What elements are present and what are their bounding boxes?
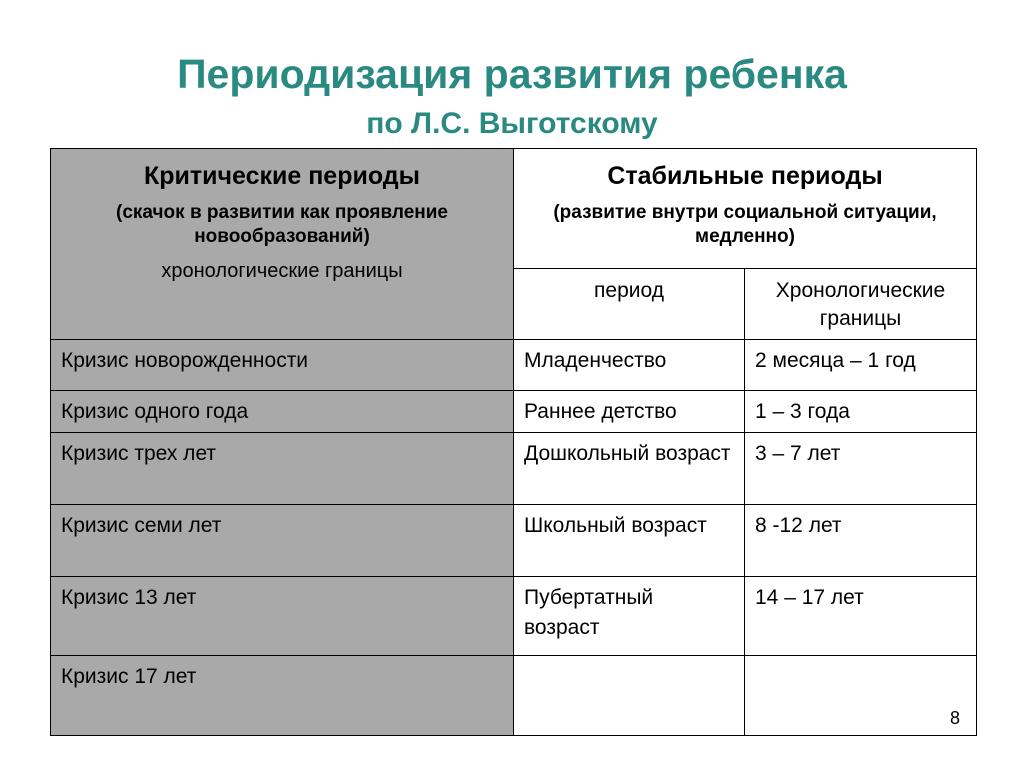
critical-periods-subtitle: (скачок в развитии как проявление новообразований) xyxy=(116,202,448,247)
period-text: Школьный возраст xyxy=(524,514,707,537)
page-number: 8 xyxy=(949,708,960,728)
table-row xyxy=(51,505,977,577)
page-title: Периодизация развития ребенка xyxy=(177,51,847,97)
bounds-text: 14 – 17 лет xyxy=(755,586,864,609)
bounds-text: 3 – 7 лет xyxy=(755,442,841,465)
period-cell xyxy=(514,391,745,433)
period-text: Младенчество xyxy=(524,349,667,372)
period-text: Пубертатный возраст xyxy=(524,586,654,639)
crisis-text: Кризис трех лет xyxy=(61,442,217,465)
crisis-cell xyxy=(51,391,514,433)
bounds-cell xyxy=(745,391,977,433)
bounds-column-label: Хронологические границы xyxy=(775,279,946,330)
table-row xyxy=(51,577,977,656)
period-text: Дошкольный возраст xyxy=(524,442,731,465)
bounds-column-header xyxy=(745,269,977,340)
bounds-text: 8 -12 лет xyxy=(755,514,842,537)
bounds-text: 2 месяца – 1 год xyxy=(755,349,916,372)
bounds-cell xyxy=(745,433,977,505)
period-cell xyxy=(514,433,745,505)
bounds-cell xyxy=(745,340,977,391)
crisis-text: Кризис новорожденности xyxy=(61,349,309,372)
period-column-label: период xyxy=(594,279,664,302)
critical-periods-note: хронологические границы xyxy=(161,260,403,282)
bounds-cell xyxy=(745,505,977,577)
period-text: Раннее детство xyxy=(524,400,677,423)
crisis-cell xyxy=(51,505,514,577)
table-row xyxy=(51,340,977,391)
crisis-cell xyxy=(51,656,514,736)
crisis-text: Кризис 13 лет xyxy=(61,586,197,609)
stable-periods-subtitle: (развитие внутри социальной ситуации, медленно) xyxy=(553,202,937,247)
table-row xyxy=(51,391,977,433)
stable-periods-header xyxy=(514,149,977,269)
crisis-text: Кризис 17 лет xyxy=(61,665,197,688)
page-subtitle: по Л.С. Выготскому xyxy=(366,107,658,140)
table-row xyxy=(51,433,977,505)
crisis-text: Кризис семи лет xyxy=(61,514,222,537)
crisis-text: Кризис одного года xyxy=(61,400,249,423)
table-row xyxy=(51,656,977,736)
header-row xyxy=(51,149,977,269)
period-text xyxy=(514,656,744,662)
critical-periods-header xyxy=(51,149,514,340)
bounds-text: 1 – 3 года xyxy=(755,400,850,423)
bounds-text xyxy=(745,656,976,662)
critical-periods-title: Критические периоды xyxy=(143,162,421,190)
period-cell xyxy=(514,340,745,391)
period-column-header xyxy=(514,269,745,340)
period-cell xyxy=(514,505,745,577)
bounds-cell xyxy=(745,577,977,656)
periodization-table xyxy=(50,148,977,736)
stable-periods-title: Стабильные периоды xyxy=(607,162,883,190)
crisis-cell xyxy=(51,340,514,391)
crisis-cell xyxy=(51,433,514,505)
period-cell xyxy=(514,656,745,736)
crisis-cell xyxy=(51,577,514,656)
period-cell xyxy=(514,577,745,656)
